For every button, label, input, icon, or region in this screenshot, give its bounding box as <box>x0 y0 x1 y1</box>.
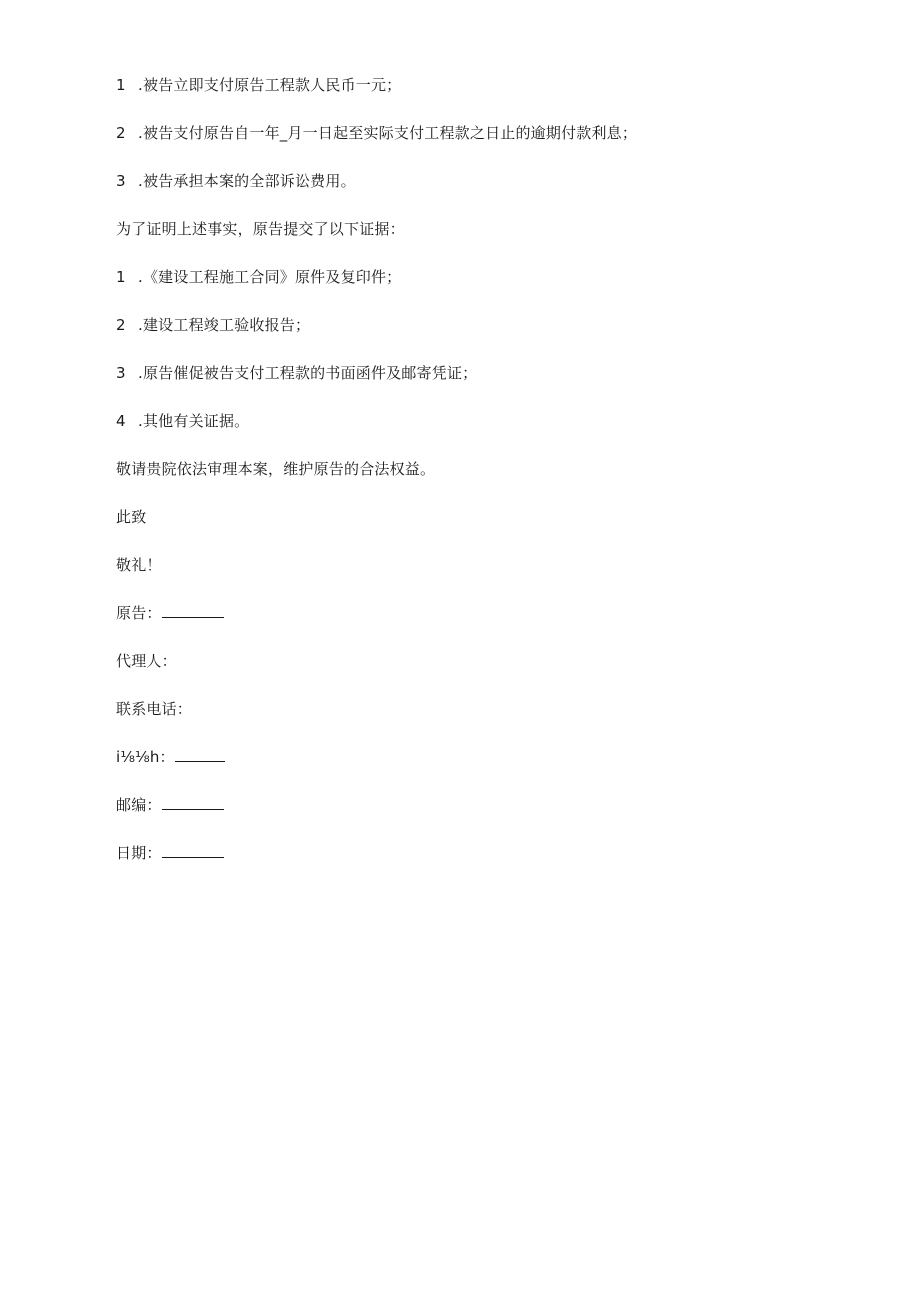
claim-item-2 <box>116 123 637 143</box>
evidence-number: 3 <box>116 364 126 382</box>
postcode-line <box>116 795 224 815</box>
request-paragraph: 敬请贵院依法审理本案，维护原告的合法权益。 <box>116 460 436 478</box>
date-label: 日期： <box>116 844 162 862</box>
evidence-item-3 <box>116 363 477 383</box>
evidence-intro: 为了证明上述事实，原告提交了以下证据： <box>116 220 405 238</box>
address-blank <box>175 747 225 762</box>
plaintiff-blank <box>162 603 224 618</box>
phone-line <box>116 699 192 719</box>
address-label: i⅛⅛h： <box>116 748 175 766</box>
evidence-item-1 <box>116 267 401 287</box>
claim-item-3 <box>116 171 356 191</box>
evidence-number: 2 <box>116 316 126 334</box>
evidence-item-2 <box>116 315 310 335</box>
evidence-item-4 <box>116 411 249 431</box>
claim-number: 1 <box>116 76 126 94</box>
agent-line <box>116 651 177 671</box>
agent-label: 代理人： <box>116 652 177 670</box>
claim-number: 2 <box>116 124 126 142</box>
postcode-blank <box>162 795 224 810</box>
address-line <box>116 747 225 767</box>
claim-item-1 <box>116 75 401 95</box>
plaintiff-line <box>116 603 224 623</box>
date-blank <box>162 843 224 858</box>
claim-text: .被告承担本案的全部诉讼费用。 <box>138 172 356 190</box>
evidence-text: .原告催促被告支付工程款的书面函件及邮寄凭证； <box>138 364 478 382</box>
postcode-label: 邮编： <box>116 796 162 814</box>
closing-regards: 敬礼！ <box>116 556 162 574</box>
evidence-number: 4 <box>116 412 126 430</box>
evidence-text: .建设工程竣工验收报告； <box>138 316 311 334</box>
plaintiff-label: 原告： <box>116 604 162 622</box>
claim-number: 3 <box>116 172 126 190</box>
claim-text: .被告立即支付原告工程款人民币一元； <box>138 76 402 94</box>
evidence-text: .《建设工程施工合同》原件及复印件； <box>138 268 402 286</box>
phone-label: 联系电话： <box>116 700 193 718</box>
claim-text: .被告支付原告自一年_月一日起至实际支付工程款之日止的逾期付款利息； <box>138 124 638 142</box>
date-line <box>116 843 224 863</box>
closing-salutation: 此致 <box>116 508 147 526</box>
evidence-number: 1 <box>116 268 126 286</box>
evidence-text: .其他有关证据。 <box>138 412 250 430</box>
